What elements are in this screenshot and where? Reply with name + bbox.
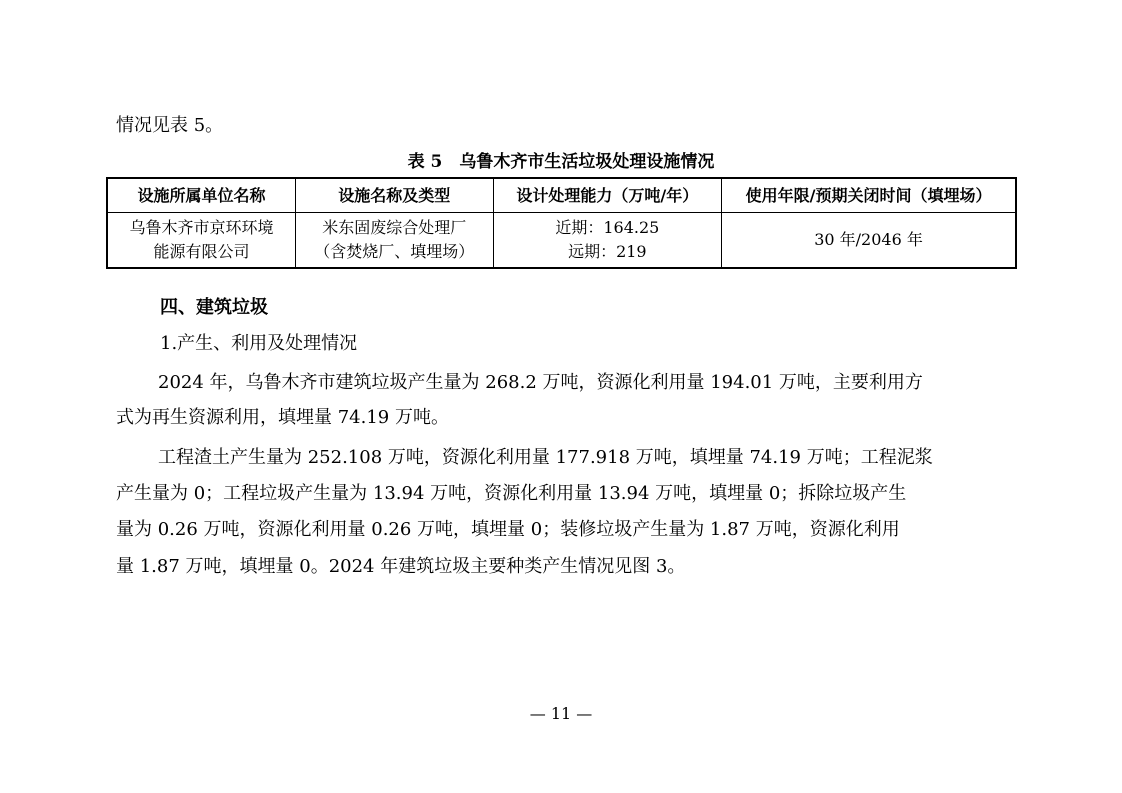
cell-unit-line-1: 乌鲁木齐市京环环境 — [129, 218, 274, 237]
paragraph2-line-1: 工程渣土产生量为 252.108 万吨，资源化利用量 177.918 万吨，填埋量 74.19 万吨；工程泥浆 — [158, 447, 933, 468]
page-number: — 11 — — [529, 704, 593, 723]
intro-line: 情况见表 5。 — [116, 115, 224, 136]
paragraph1-line-1: 2024 年，乌鲁木齐市建筑垃圾产生量为 268.2 万吨，资源化利用量 194.01 万吨，主要利用方 — [158, 372, 923, 393]
paragraph2-line-2: 产生量为 0；工程垃圾产生量为 13.94 万吨，资源化利用量 13.94 万吨，填埋量 0；拆除垃圾产生 — [116, 483, 907, 504]
cell-capacity — [493, 213, 722, 269]
paragraph1-line-2: 式为再生资源利用，填埋量 74.19 万吨。 — [116, 407, 449, 428]
header-capacity: 设计处理能力（万吨/年） — [493, 178, 722, 213]
cell-unit — [107, 213, 296, 269]
paragraph2-line-4: 量 1.87 万吨，填埋量 0。2024 年建筑垃圾主要种类产生情况见图 3。 — [116, 556, 686, 577]
cell-unit-line-2: 能源有限公司 — [153, 242, 250, 261]
facility-table — [106, 177, 1017, 269]
cell-capacity-near: 近期：164.25 — [555, 218, 660, 237]
cell-facility-name-line-1: 米东固废综合处理厂 — [322, 218, 467, 237]
table-caption: 表 5 乌鲁木齐市生活垃圾处理设施情况 — [407, 152, 715, 172]
cell-capacity-far: 远期：219 — [568, 242, 647, 261]
header-facility-name: 设施名称及类型 — [296, 178, 494, 213]
header-unit: 设施所属单位名称 — [107, 178, 296, 213]
cell-facility-name-line-2: （含焚烧厂、填埋场） — [314, 242, 475, 261]
cell-lifetime: 30 年/2046 年 — [722, 213, 1016, 269]
subsection-heading: 1.产生、利用及处理情况 — [160, 333, 358, 354]
table-header-row — [107, 178, 1016, 213]
paragraph2-line-3: 量为 0.26 万吨，资源化利用量 0.26 万吨，填埋量 0；装修垃圾产生量为 1.87 万吨，资源化利用 — [116, 519, 900, 540]
header-lifetime: 使用年限/预期关闭时间（填埋场） — [722, 178, 1016, 213]
section-heading: 四、建筑垃圾 — [160, 297, 268, 318]
cell-facility-name — [296, 213, 494, 269]
table-row — [107, 213, 1016, 269]
